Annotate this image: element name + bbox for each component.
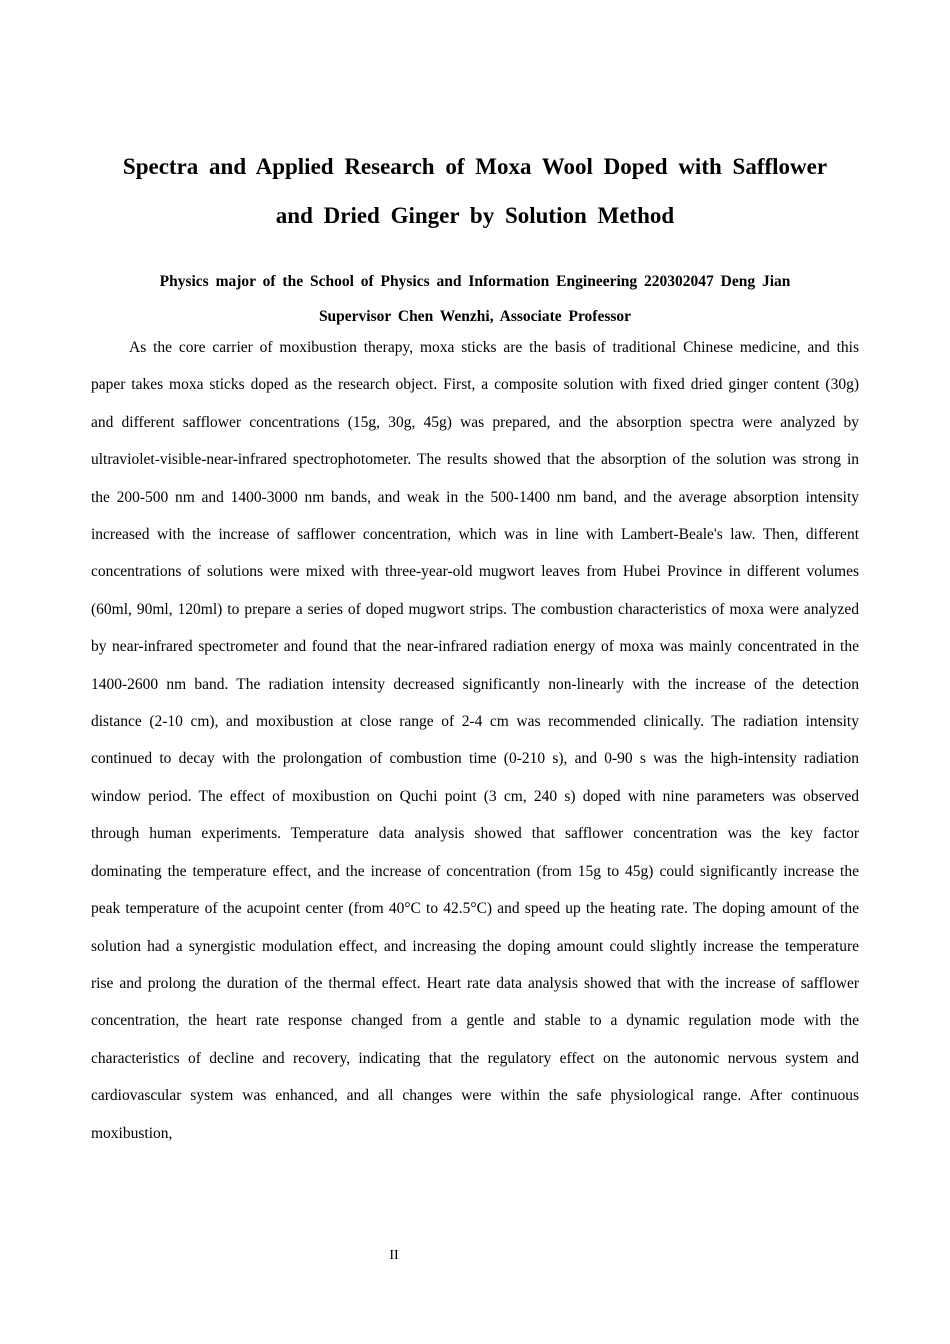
paper-title-line-2: and Dried Ginger by Solution Method [275, 203, 675, 228]
page-number: II [389, 1248, 399, 1263]
abstract-paragraph: As the core carrier of moxibustion therapy, moxa sticks are the basis of traditional Chinese medicine, and this paper takes moxa sticks doped as the research object. First, a composite solution with fixed dried ginger content (30g) and different safflower concentrations (15g, 30g, 45g) was prepared, and the absorption spectra were analyzed by ultraviolet-visible-near-infrared spectrophotometer. The results showed that the absorption of the solution was strong in the 200-500 nm and 1400-3000 nm bands, and weak in the 500-1400 nm band, and the average absorption intensity increased with the increase of safflower concentration, which was in line with Lambert-Beale's law. Then, different concentrations of solutions were mixed with three-year-old mugwort leaves from Hubei Province in different volumes (60ml, 90ml, 120ml) to prepare a series of doped mugwort strips. The combustion characteristics of moxa were analyzed by near-infrared spectrometer and found that the near-infrared radiation energy of moxa was mainly concentrated in the 1400-2600 nm band. The radiation intensity decreased significantly non-linearly with the increase of the detection distance (2-10 cm), and moxibustion at close range of 2-4 cm was recommended clinically. The radiation intensity continued to decay with the prolongation of combustion time (0-210 s), and 0-90 s was the high-intensity radiation window period. The effect of moxibustion on Quchi point (3 cm, 240 s) doped with nine parameters was observed through human experiments. Temperature data analysis showed that safflower concentration was the key factor dominating the temperature effect, and the increase of concentration (from 15g to 45g) could significantly increase the peak temperature of the acupoint center (from 40°C to 42.5°C) and speed up the heating rate. The doping amount of the solution had a synergistic modulation effect, and increasing the doping amount could slightly increase the temperature rise and prolong the duration of the thermal effect. Heart rate data analysis showed that with the increase of safflower concentration, the heart rate response changed from a gentle and stable to a dynamic regulation mode with the characteristics of decline and recovery, indicating that the regulatory effect on the autonomic nervous system and cardiovascular system was enhanced, and all changes were within the safe physiological range. After continuous moxibustion, [91, 339, 859, 1142]
supervisor-line: Supervisor Chen Wenzhi, Associate Professor [318, 308, 632, 325]
paper-title [91, 142, 859, 240]
paper-title-line-1: Spectra and Applied Research of Moxa Wool Doped with Safflower [122, 154, 828, 179]
author-line: Physics major of the School of Physics and Information Engineering 220302047 Deng Jian [159, 273, 791, 290]
author-block [91, 264, 859, 334]
